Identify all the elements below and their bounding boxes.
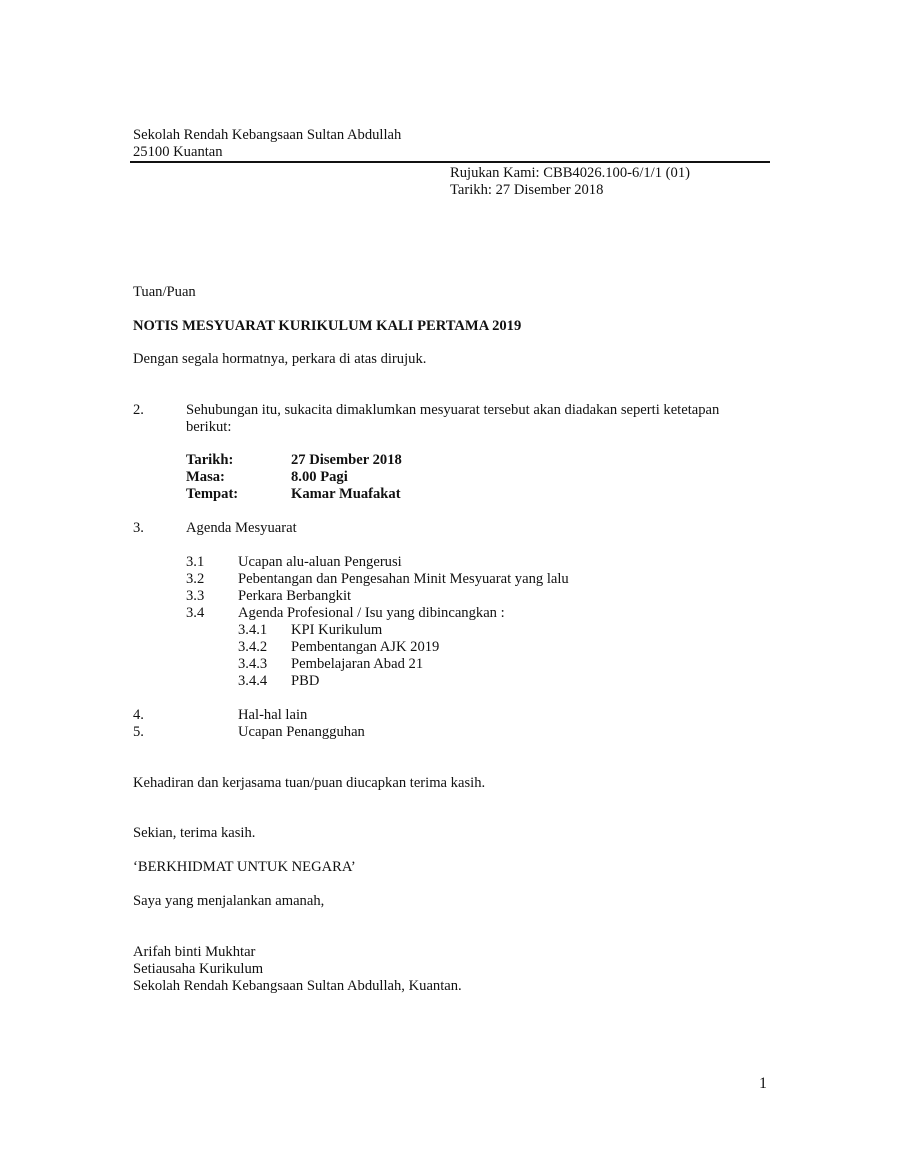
detail-label-time: Masa: xyxy=(186,469,225,485)
trust-line: Saya yang menjalankan amanah, xyxy=(133,893,325,909)
sub-agenda-text: Pembelajaran Abad 21 xyxy=(291,656,424,672)
detail-label-date: Tarikh: xyxy=(186,452,234,468)
agenda-heading: Agenda Mesyuarat xyxy=(186,520,297,536)
sub-agenda-text: PBD xyxy=(291,673,320,689)
detail-value-place: Kamar Muafakat xyxy=(291,486,401,502)
detail-value-date: 27 Disember 2018 xyxy=(291,452,402,468)
closing-line: Kehadiran dan kerjasama tuan/puan diucapkan terima kasih. xyxy=(133,775,486,791)
para2-number: 2. xyxy=(133,402,144,418)
letter-subject: NOTIS MESYUARAT KURIKULUM KALI PERTAMA 2019 xyxy=(133,318,522,334)
letter-date: Tarikh: 27 Disember 2018 xyxy=(450,182,604,198)
agenda-item-text: Perkara Berbangkit xyxy=(238,588,352,604)
sub-agenda-text: KPI Kurikulum xyxy=(291,622,383,638)
sub-agenda-text: Pembentangan AJK 2019 xyxy=(291,639,440,655)
detail-value-time: 8.00 Pagi xyxy=(291,469,348,485)
para2-line2: berikut: xyxy=(186,419,232,435)
sub-agenda-number: 3.4.3 xyxy=(238,656,268,672)
sub-agenda-number: 3.4.1 xyxy=(238,622,268,638)
agenda-item-number: 3.2 xyxy=(186,571,205,587)
signatory-name: Arifah binti Mukhtar xyxy=(133,944,256,960)
agenda-item-text: Agenda Profesional / Isu yang dibincangkan : xyxy=(238,605,505,621)
para4-text: Hal-hal lain xyxy=(238,707,308,723)
header-rule xyxy=(130,161,770,163)
agenda-item-number: 3.1 xyxy=(186,554,205,570)
agenda-item-number: 3.4 xyxy=(186,605,205,621)
motto: ‘BERKHIDMAT UNTUK NEGARA’ xyxy=(133,859,356,875)
school-postcode-city: 25100 Kuantan xyxy=(133,144,223,160)
para2-line1: Sehubungan itu, sukacita dimaklumkan mesyuarat tersebut akan diadakan seperti ketetapan xyxy=(186,402,720,418)
para5-text: Ucapan Penangguhan xyxy=(238,724,365,740)
sub-agenda-number: 3.4.4 xyxy=(238,673,268,689)
agenda-item-number: 3.3 xyxy=(186,588,205,604)
para4-number: 4. xyxy=(133,707,144,723)
sekian-line: Sekian, terima kasih. xyxy=(133,825,256,841)
reference-number: Rujukan Kami: CBB4026.100-6/1/1 (01) xyxy=(450,165,690,181)
opening-line: Dengan segala hormatnya, perkara di atas dirujuk. xyxy=(133,351,427,367)
signatory-title: Setiausaha Kurikulum xyxy=(133,961,264,977)
agenda-item-text: Ucapan alu-aluan Pengerusi xyxy=(238,554,402,570)
signatory-organization: Sekolah Rendah Kebangsaan Sultan Abdullah, Kuantan. xyxy=(133,978,462,994)
detail-label-place: Tempat: xyxy=(186,486,239,502)
sub-agenda-number: 3.4.2 xyxy=(238,639,268,655)
agenda-item-text: Pebentangan dan Pengesahan Minit Mesyuarat yang lalu xyxy=(238,571,569,587)
para3-number: 3. xyxy=(133,520,144,536)
school-name: Sekolah Rendah Kebangsaan Sultan Abdullah xyxy=(133,127,402,143)
para5-number: 5. xyxy=(133,724,144,740)
salutation: Tuan/Puan xyxy=(133,284,196,300)
page-number: 1 xyxy=(759,1075,767,1092)
